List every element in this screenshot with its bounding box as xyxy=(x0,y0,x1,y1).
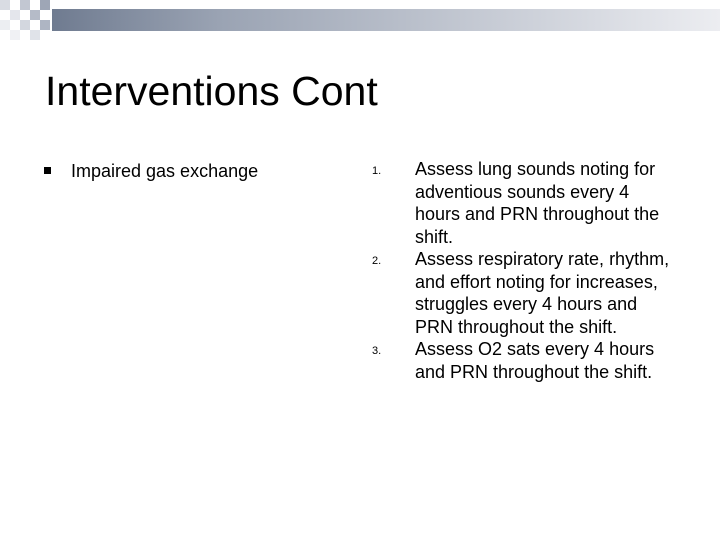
left-bullet-list xyxy=(44,159,344,183)
list-number: 1. xyxy=(372,165,382,177)
list-item xyxy=(372,338,692,383)
list-item xyxy=(372,248,692,338)
numbered-list xyxy=(372,158,692,383)
bullet-text: Impaired gas exchange xyxy=(71,161,259,181)
list-item-text: Assess O2 sats every 4 hours and PRN throughout the shift. xyxy=(415,339,655,382)
list-item xyxy=(44,159,344,183)
list-item-text: Assess respiratory rate, rhythm, and effort noting for increases, struggles every 4 hours and PRN throughout the shift. xyxy=(415,249,670,337)
list-item xyxy=(372,158,692,248)
list-number: 2. xyxy=(372,255,382,267)
list-number: 3. xyxy=(372,345,382,357)
list-item-text: Assess lung sounds noting for adventious sounds every 4 hours and PRN throughout the shift. xyxy=(415,159,660,247)
square-bullet-icon xyxy=(44,167,51,174)
slide-title: Interventions Cont xyxy=(45,68,378,114)
decorative-banner xyxy=(0,0,720,50)
checker-squares xyxy=(0,0,50,40)
